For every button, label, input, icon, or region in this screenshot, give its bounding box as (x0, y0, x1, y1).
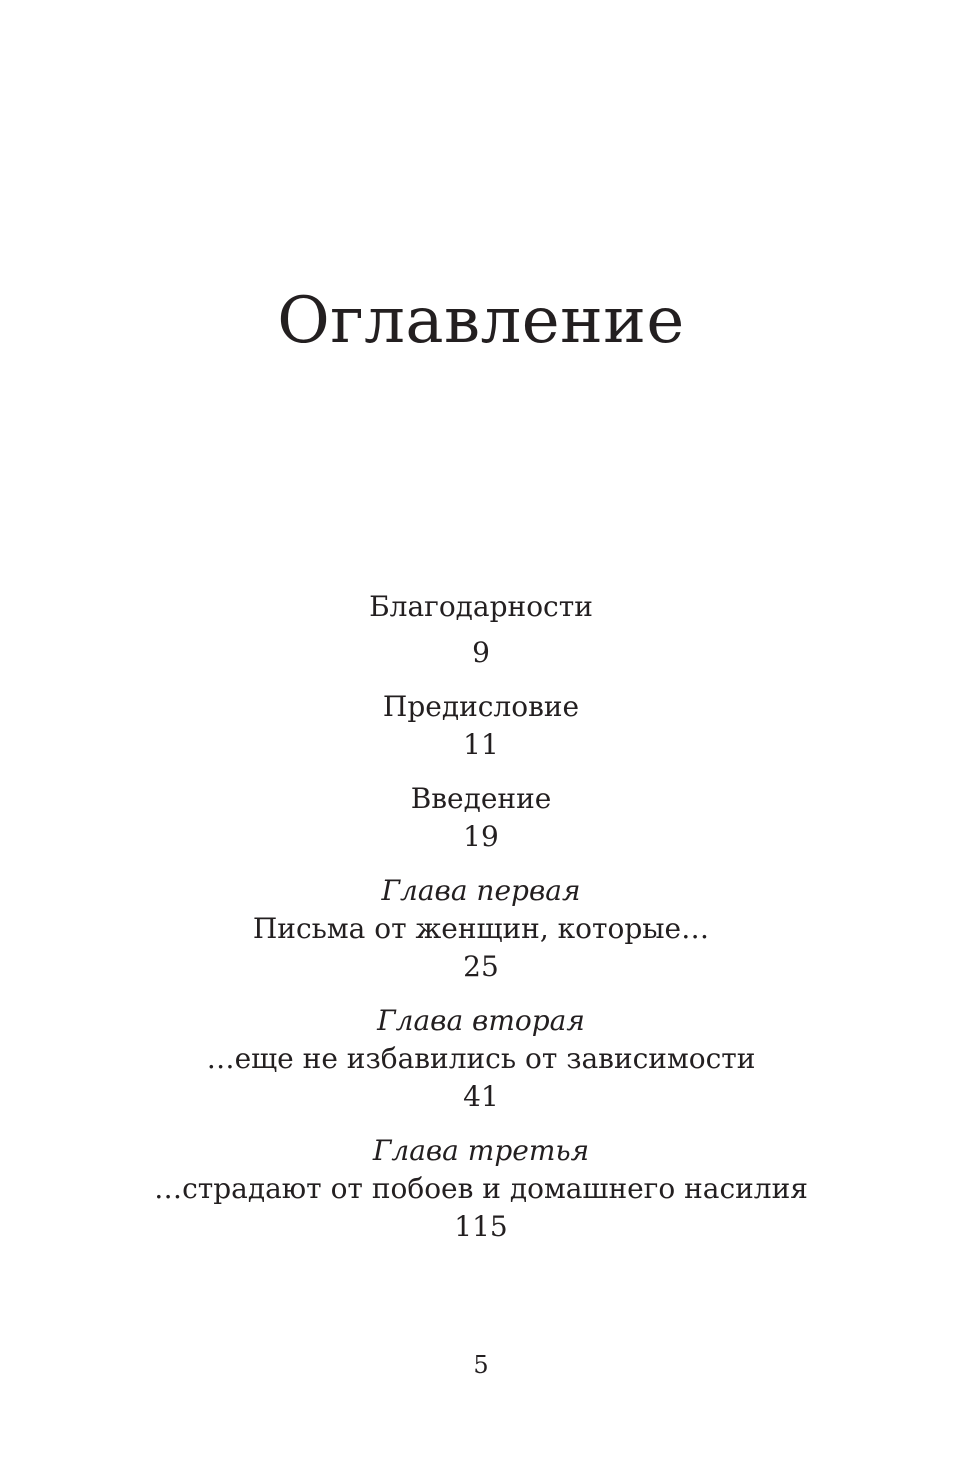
toc-chapter-label: Глава вторая (377, 1004, 585, 1037)
toc-page-number: 19 (463, 820, 499, 853)
page-number: 5 (473, 1351, 489, 1379)
toc-heading: Введение (410, 782, 552, 815)
table-of-contents (0, 588, 962, 1246)
toc-entry-acknowledgements[interactable] (0, 588, 962, 672)
toc-page-number: 25 (463, 950, 499, 983)
toc-page-number: 41 (463, 1080, 499, 1113)
toc-heading: …страдают от побоев и домашнего насилия (154, 1172, 808, 1205)
toc-page-number: 9 (472, 636, 490, 669)
toc-entry-introduction[interactable] (0, 780, 962, 856)
toc-entry-chapter-1[interactable] (0, 872, 962, 986)
toc-heading: Благодарности (369, 590, 593, 623)
toc-entry-chapter-3[interactable] (0, 1132, 962, 1246)
toc-heading: …еще не избавились от зависимости (206, 1042, 756, 1075)
toc-entry-foreword[interactable] (0, 688, 962, 764)
page-title: Оглавление (277, 283, 685, 358)
toc-heading: Письма от женщин, которые… (252, 912, 710, 945)
toc-chapter-label: Глава первая (381, 874, 581, 907)
toc-entry-chapter-2[interactable] (0, 1002, 962, 1116)
toc-page-number: 11 (463, 728, 499, 761)
toc-chapter-label: Глава третья (372, 1134, 590, 1167)
toc-heading: Предисловие (382, 690, 580, 723)
toc-page-number: 115 (454, 1210, 508, 1243)
